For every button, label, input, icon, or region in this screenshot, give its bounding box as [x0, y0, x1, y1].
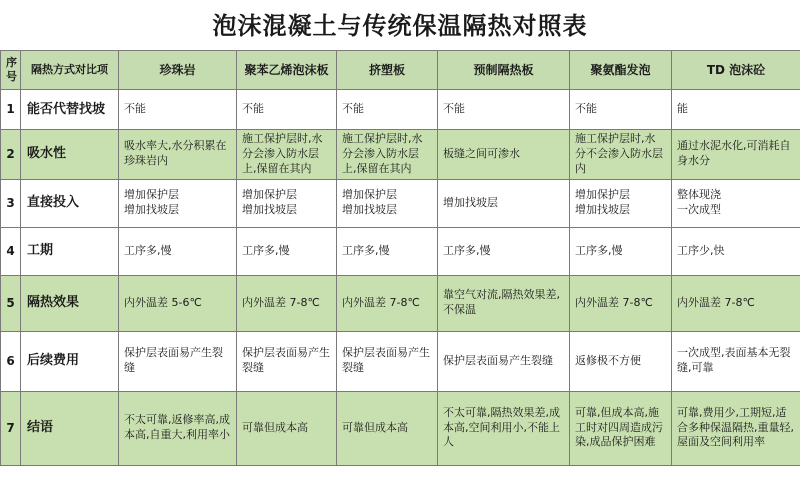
table-cell: 内外温差 7-8℃	[570, 275, 672, 331]
table-cell: 施工保护层时,水分会渗入防水层上,保留在其内	[237, 130, 337, 180]
row-label: 能否代替找坡	[21, 90, 119, 130]
table-row	[1, 275, 800, 331]
table-cell: 内外温差 7-8℃	[337, 275, 438, 331]
table-row	[1, 179, 800, 227]
table-cell: 工序多,慢	[337, 227, 438, 275]
table-cell: 不能	[119, 90, 237, 130]
table-cell: 吸水率大,水分积累在珍珠岩内	[119, 130, 237, 180]
table-cell: 可靠,但成本高,施工时对四周造成污染,成品保护困难	[570, 391, 672, 465]
table-cell: 通过水泥水化,可消耗自身水分	[672, 130, 800, 180]
header-row	[1, 51, 800, 90]
table-cell: 施工保护层时,水分会渗入防水层上,保留在其内	[337, 130, 438, 180]
table-cell: 不能	[438, 90, 570, 130]
table-cell: 增加保护层 增加找坡层	[337, 179, 438, 227]
table-cell: 施工保护层时,水分不会渗入防水层内	[570, 130, 672, 180]
comparison-table	[0, 50, 800, 466]
row-label: 隔热效果	[21, 275, 119, 331]
row-label: 后续费用	[21, 331, 119, 391]
table-cell: 保护层表面易产生裂缝	[438, 331, 570, 391]
header-col-eps: 聚苯乙烯泡沫板	[237, 51, 337, 90]
table-cell: 保护层表面易产生裂缝	[337, 331, 438, 391]
table-cell: 保护层表面易产生裂缝	[237, 331, 337, 391]
table-cell: 增加找坡层	[438, 179, 570, 227]
table-cell: 内外温差 7-8℃	[237, 275, 337, 331]
table-cell: 可靠但成本高	[237, 391, 337, 465]
header-col-prefab: 预制隔热板	[438, 51, 570, 90]
table-cell: 内外温差 7-8℃	[672, 275, 800, 331]
table-cell: 内外温差 5-6℃	[119, 275, 237, 331]
row-label: 工期	[21, 227, 119, 275]
header-col-pu: 聚氨酯发泡	[570, 51, 672, 90]
row-number: 3	[1, 179, 21, 227]
table-cell: 工序多,慢	[438, 227, 570, 275]
table-cell: 一次成型,表面基本无裂缝,可靠	[672, 331, 800, 391]
header-col-xps: 挤塑板	[337, 51, 438, 90]
table-row	[1, 227, 800, 275]
row-number: 5	[1, 275, 21, 331]
table-cell: 增加保护层 增加找坡层	[237, 179, 337, 227]
table-cell: 不能	[570, 90, 672, 130]
table-cell: 保护层表面易产生裂缝	[119, 331, 237, 391]
row-label: 直接投入	[21, 179, 119, 227]
table-cell: 不太可靠,隔热效果差,成本高,空间利用小,不能上人	[438, 391, 570, 465]
table-cell: 靠空气对流,隔热效果差,不保温	[438, 275, 570, 331]
header-num: 序号	[1, 51, 21, 90]
header-col-pearlite: 珍珠岩	[119, 51, 237, 90]
table-cell: 能	[672, 90, 800, 130]
table-cell: 工序多,慢	[570, 227, 672, 275]
row-label: 结语	[21, 391, 119, 465]
header-item: 隔热方式对比项	[21, 51, 119, 90]
page-title: 泡沫混凝土与传统保温隔热对照表	[212, 10, 588, 40]
table-row	[1, 391, 800, 465]
table-cell: 不能	[337, 90, 438, 130]
row-number: 6	[1, 331, 21, 391]
table-cell: 增加保护层 增加找坡层	[119, 179, 237, 227]
row-number: 7	[1, 391, 21, 465]
table-row	[1, 90, 800, 130]
table-cell: 返修极不方便	[570, 331, 672, 391]
header-col-td: TD 泡沫砼	[672, 51, 800, 90]
table-row	[1, 331, 800, 391]
table-cell: 可靠但成本高	[337, 391, 438, 465]
table-cell: 工序少,快	[672, 227, 800, 275]
row-number: 2	[1, 130, 21, 180]
table-cell: 板缝之间可渗水	[438, 130, 570, 180]
table-cell: 不太可靠,返修率高,成本高,自重大,利用率小	[119, 391, 237, 465]
row-number: 1	[1, 90, 21, 130]
table-cell: 整体现浇 一次成型	[672, 179, 800, 227]
table-cell: 可靠,费用少,工期短,适合多种保温隔热,重量轻,屋面及空间利用率	[672, 391, 800, 465]
row-number: 4	[1, 227, 21, 275]
table-cell: 增加保护层 增加找坡层	[570, 179, 672, 227]
table-row	[1, 130, 800, 180]
table-cell: 工序多,慢	[237, 227, 337, 275]
row-label: 吸水性	[21, 130, 119, 180]
table-cell: 不能	[237, 90, 337, 130]
table-cell: 工序多,慢	[119, 227, 237, 275]
